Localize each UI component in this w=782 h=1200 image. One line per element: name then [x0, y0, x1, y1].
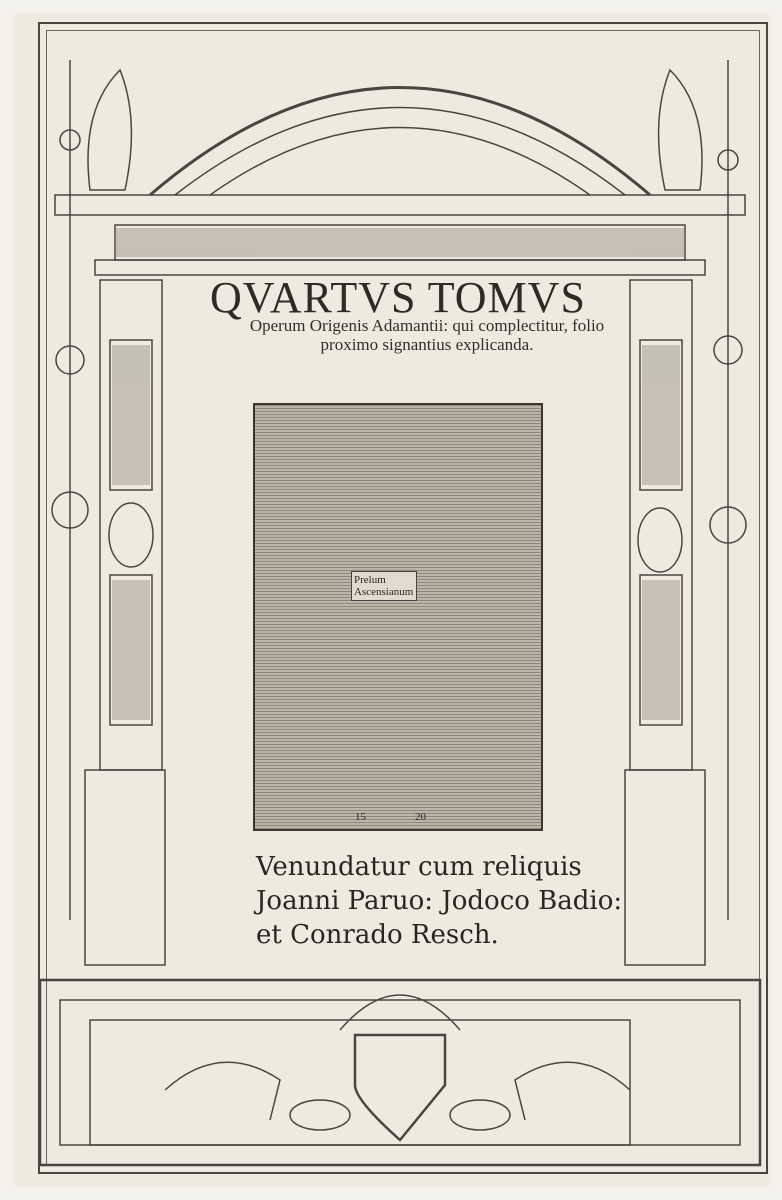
year-right: 20	[415, 811, 426, 823]
press-sign	[351, 571, 417, 601]
press-sign-line1: Prelum	[354, 574, 386, 586]
press-sign-line2: Ascensianum	[354, 586, 414, 598]
imprint: Venundatur cum reliquis Joanni Paruo: Jodoco Badio: et Conrado Resch.	[256, 852, 623, 950]
volume-title: QVARTVS TOMVS	[210, 273, 586, 322]
printing-press-woodcut	[253, 403, 543, 831]
year-left: 15	[355, 811, 366, 823]
subtitle: Operum Origenis Adamantii: qui complectitur, folio proximo signantius explicanda.	[249, 316, 605, 354]
